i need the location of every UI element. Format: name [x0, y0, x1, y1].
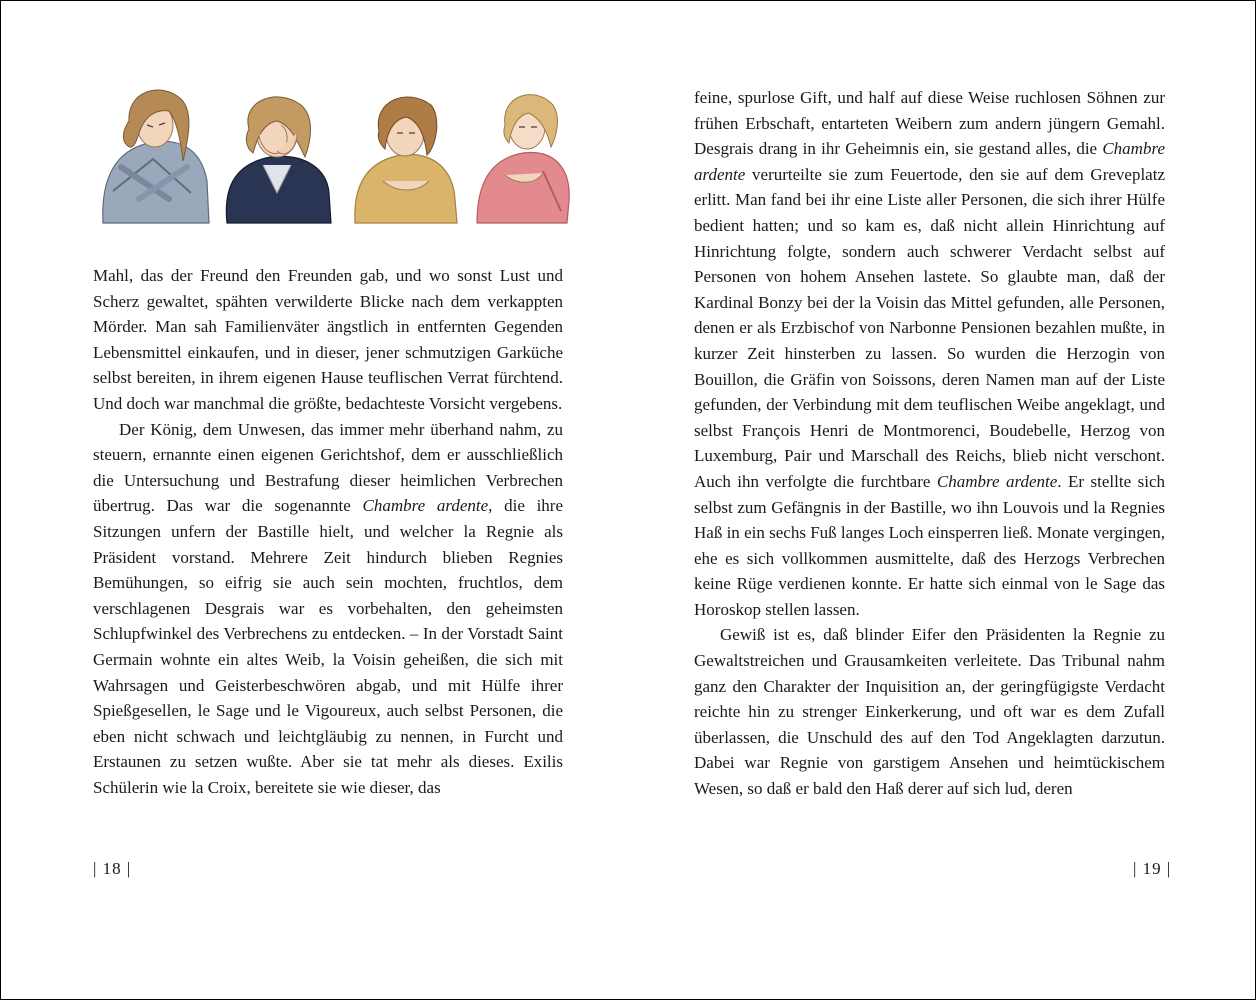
- figure-hands-over-face-illustration: [226, 97, 331, 223]
- figure-weary-woman-illustration: [355, 97, 457, 223]
- figure-arms-crossed-illustration: [103, 90, 209, 223]
- right-page-body-text: [694, 85, 1165, 802]
- illustration-four-figures: [91, 81, 611, 231]
- left-paragraph-2: [93, 417, 563, 801]
- right-paragraph-1-part-b: verurteilte sie zum Feuertode, den sie auf dem Greveplatz erlitt. Man fand bei ihr eine Liste aller Personen, die sich ihrer Hülfe bedient hatten; und so kam es, daß nicht allein Hinrichtung auf Hinrichtung folgte, sondern auch schwerer Verdacht selbst auf Personen von hohem Ansehen lastete. So glaubte man, daß der Kardinal Bonzy bei der la Voisin das Mittel gefunden, alle Personen, denen er als Erzbischof von Narbonne Pensionen bezahlen mußte, in kurzer Zeit hinsterben zu lassen. So wurden die Herzogin von Bouillon, die Gräfin von Soissons, deren Namen man auf der Liste gefunden, der Verbindung mit dem teuflischen Weibe angeklagt, und selbst François Henri de Montmorenci, Boudebelle, Herzog von Luxemburg, Pair und Marschall des Reichs, blieb nicht verschont. Auch ihn verfolgte die furchtbare: [694, 164, 1165, 491]
- page-number-left: | 18 |: [93, 859, 132, 878]
- left-page-body-text: [93, 263, 563, 800]
- right-paragraph-1-italic-term-2: Chambre ardente: [936, 471, 1058, 491]
- right-paragraph-1: [694, 85, 1165, 622]
- right-paragraph-2: Gewiß ist es, daß blinder Eifer den Präsidenten la Regnie zu Gewaltstreichen und Grausamkeiten verleitete. Das Tribunal nahm ganz den Charakter der Inquisition an, der geringfügigste Verdacht reichte hin zu strenger Einkerkerung, und oft war es dem Zufall überlassen, die Unschuld des auf den Tod Angeklagten darzutun. Dabei war Regnie von garstigem Ansehen und heimtückischem Wesen, so daß er bald den Haß derer auf sich lud, deren: [694, 625, 1165, 799]
- left-paragraph-1: Mahl, das der Freund den Freunden gab, und wo sonst Lust und Scherz gewaltet, spähten verwilderte Blicke nach dem verkappten Mörder. Man sah Familienväter ängstlich in entfernten Gegenden Lebensmittel einkaufen, und in dieser, jener schmutzigen Garküche selbst bereiten, in ihrem eigenen Hause teuflischen Verrat fürchtend. Und doch war manchmal die größte, bedachteste Vorsicht vergebens.: [93, 266, 563, 413]
- left-paragraph-2-italic-term: Chambre ardente: [362, 496, 489, 516]
- right-paragraph-1-part-a: feine, spurlose Gift, und half auf diese Weise ruchlosen Söhnen zur frühen Erbschaft, entarteten Weibern zum andern jüngern Gemahl. Desgrais drang in ihr Geheimnis ein, sie gestand alles, die: [694, 88, 1165, 159]
- right-page: [628, 1, 1255, 999]
- left-page: [1, 1, 628, 999]
- figure-pink-dress-illustration: [477, 95, 569, 223]
- left-paragraph-2-part-b: , die ihre Sitzungen unfern der Bastille hielt, und welcher la Regnie als Präsident vorstand. Mehrere Zeit hindurch blieben Regnies Bemühungen, so eifrig sie auch sein mochten, fruchtlos, dem verschlagenen Desgrais war es vorbehalten, den geheimsten Schlupfwinkel des Verbrechens zu entdecken. – In der Vorstadt Saint Germain wohnte ein altes Weib, la Voisin geheißen, die sich mit Wahrsagen und Geisterbeschwören abgab, und mit Hülfe ihrer Spießgesellen, le Sage und le Vigoureux, auch selbst Personen, die eben nicht schwach und leichtgläubig zu nennen, in Furcht und Erstaunen zu setzen wußte. Aber sie tat mehr als dieses. Exilis Schülerin wie la Croix, bereitete sie wie dieser, das: [93, 496, 563, 797]
- left-paragraph-2-part-a: Der König, dem Unwesen, das immer mehr überhand nahm, zu steuern, ernannte einen eigenen Gerichtshof, dem er ausschließlich die Untersuchung und Bestrafung dieser heimlichen Verbrechen übertrug. Das war die sogenannte: [93, 419, 563, 516]
- right-paragraph-1-part-c: . Er stellte sich selbst zum Gefängnis in der Bastille, wo ihn Louvois und la Regnies Haß in ein sechs Fuß langes Loch einsperren ließ. Monate vergingen, ehe es sich vollkommen ausmittelte, daß des Herzogs Verbrechen keine Rüge verdienen konnte. Er hatte sich einmal von le Sage das Horoskop stellen lassen.: [694, 471, 1165, 619]
- right-paragraph-1-italic-term-1: Chambre ardente: [694, 139, 1165, 184]
- page-number-right: | 19 |: [1133, 859, 1172, 878]
